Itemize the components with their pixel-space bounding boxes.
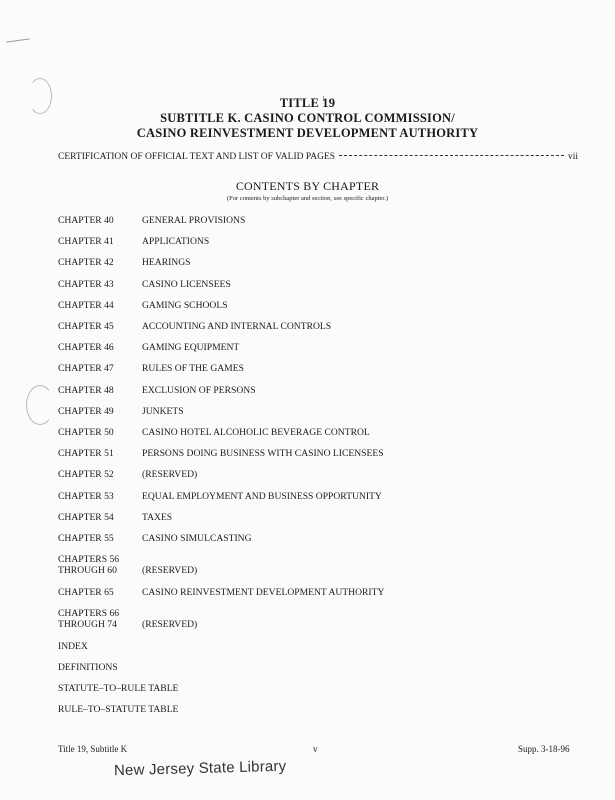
chapter-number: CHAPTER 50	[58, 427, 114, 438]
footer-supplement-date: Supp. 3-18-96	[518, 744, 570, 754]
contents-note: (For contents by subchapter and section, see specific chapter.)	[227, 195, 388, 202]
chapter-number: CHAPTER 55	[58, 533, 114, 544]
footer-page-number: v	[313, 744, 318, 754]
rule-to-statute-entry: RULE–TO–STATUTE TABLE	[58, 704, 179, 715]
library-stamp: New Jersey State Library	[113, 757, 287, 780]
chapter-number-line: THROUGH 60	[58, 565, 117, 576]
punch-hole-mark	[26, 385, 54, 425]
scan-mark	[6, 38, 30, 42]
chapter-title: GENERAL PROVISIONS	[142, 215, 246, 226]
chapter-title: EQUAL EMPLOYMENT AND BUSINESS OPPORTUNITY	[142, 490, 382, 502]
footer-left: Title 19, Subtitle K	[58, 744, 128, 754]
statute-to-rule-entry: STATUTE–TO–RULE TABLE	[58, 683, 179, 694]
chapter-number-line: THROUGH 74	[58, 619, 117, 630]
chapter-number: CHAPTER 47	[58, 363, 114, 375]
contents-title: CONTENTS BY CHAPTER	[235, 179, 380, 193]
chapter-title: APPLICATIONS	[142, 236, 210, 248]
definitions-entry: DEFINITIONS	[58, 662, 118, 673]
chapter-title: EXCLUSION OF PERSONS	[142, 384, 256, 396]
chapter-number: CHAPTER 41	[58, 236, 114, 248]
chapter-number-line: CHAPTERS 56	[58, 554, 120, 565]
chapter-title: PERSONS DOING BUSINESS WITH CASINO LICENSEES	[142, 448, 384, 460]
chapter-number: CHAPTER 53	[58, 490, 114, 502]
chapter-title: GAMING EQUIPMENT	[142, 342, 240, 354]
chapter-title: JUNKETS	[142, 405, 184, 417]
chapter-number: CHAPTER 40	[58, 215, 114, 226]
contents-heading	[0, 179, 615, 202]
chapter-number: CHAPTER 49	[58, 405, 114, 417]
chapter-title: CASINO SIMULCASTING	[142, 533, 252, 544]
title-block	[0, 96, 615, 141]
index-entry: INDEX	[58, 641, 88, 652]
subtitle-line-2: CASINO REINVESTMENT DEVELOPMENT AUTHORITY	[136, 126, 479, 140]
certification-label: CERTIFICATION OF OFFICIAL TEXT AND LIST OF VALID PAGES	[58, 152, 336, 162]
chapter-number: CHAPTER 52	[58, 469, 114, 481]
certification-page: vii	[567, 152, 578, 162]
chapter-number: CHAPTER 42	[58, 257, 114, 269]
certification-line	[58, 152, 578, 162]
chapter-title: CASINO REINVESTMENT DEVELOPMENT AUTHORITY	[142, 587, 385, 598]
title-number: TITLE 19	[279, 96, 336, 110]
chapter-title: GAMING SCHOOLS	[142, 299, 228, 311]
chapter-title: CASINO HOTEL ALCOHOLIC BEVERAGE CONTROL	[142, 427, 370, 438]
chapter-number	[58, 608, 138, 630]
chapter-title: (RESERVED)	[142, 565, 198, 576]
subtitle-line: SUBTITLE K. CASINO CONTROL COMMISSION/	[160, 111, 455, 125]
chapter-title: ACCOUNTING AND INTERNAL CONTROLS	[142, 321, 332, 332]
chapter-title: (RESERVED)	[142, 469, 198, 481]
chapter-number: CHAPTER 48	[58, 384, 114, 396]
chapter-title: (RESERVED)	[142, 619, 198, 630]
chapter-title: TAXES	[142, 511, 173, 523]
chapter-number: CHAPTER 51	[58, 448, 114, 460]
chapter-number: CHAPTER 43	[58, 278, 114, 290]
chapter-title: HEARINGS	[142, 257, 191, 269]
chapter-number: CHAPTER 54	[58, 511, 114, 523]
chapter-number: CHAPTER 45	[58, 321, 114, 332]
chapter-title: CASINO LICENSEES	[142, 278, 231, 290]
chapter-title: RULES OF THE GAMES	[142, 363, 244, 375]
chapter-number: CHAPTER 46	[58, 342, 114, 354]
chapter-number: CHAPTER 44	[58, 299, 114, 311]
dot-leader	[339, 155, 564, 156]
chapter-number	[58, 554, 138, 576]
chapter-number: CHAPTER 65	[58, 587, 114, 598]
chapter-number-line: CHAPTERS 66	[58, 608, 120, 619]
